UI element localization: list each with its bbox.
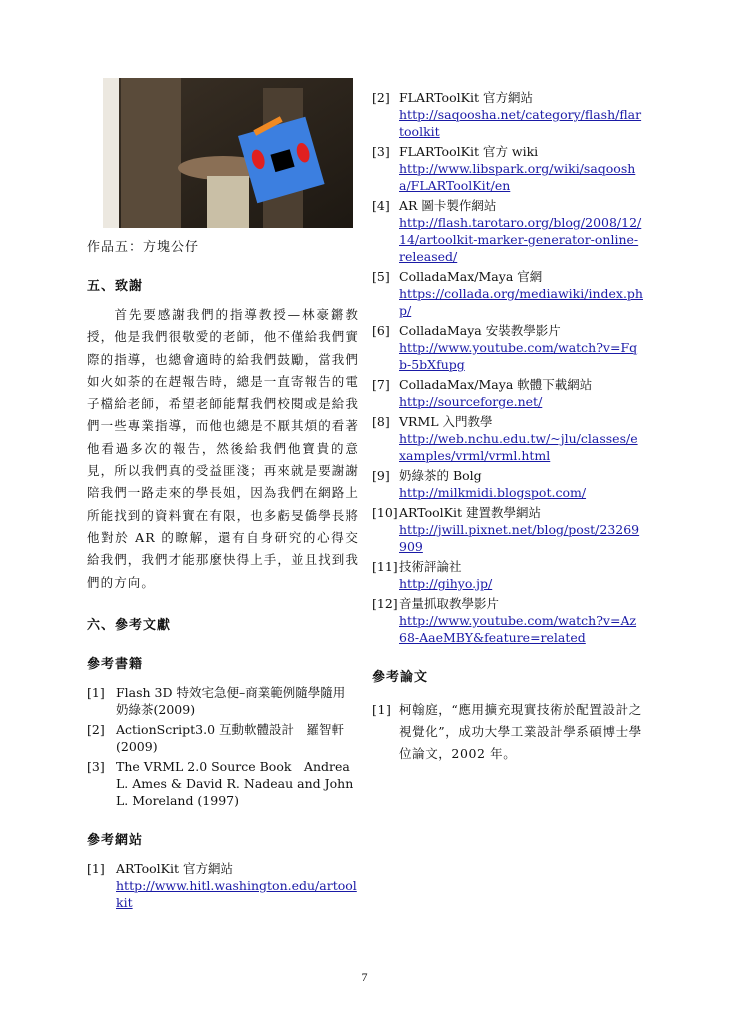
web-ref-link[interactable]: http://milkmidi.blogspot.com/ [399,485,587,500]
web-ref-link[interactable]: http://www.youtube.com/watch?v=Fqb-5bXfupg [399,340,638,372]
web-ref-link[interactable]: http://web.nchu.edu.tw/~jlu/classes/examples/vrml/vrml.html [399,431,638,463]
web-ref: [10] ARToolKit 建置教學網站 http://jwill.pixnet.net/blog/post/23269909 [372,504,644,555]
page-number: 7 [361,970,368,984]
ack-paragraph: 首先要感謝我們的指導教授—林豪鏘教授，他是我們很敬愛的老師，他不僅給我們實際的指導，也總會適時的給我們鼓勵，當我們如火如荼的在趕報告時，總是一直寄報告的電子檔給老師，希望老師能幫我們校閱或是給我們一些專業指導，而他也總是不厭其煩的看著他看過多次的報告，然後給我們他寶貴的意見，所以我們真的受益匪淺；再來就是要謝謝陪我們一路走來的學長姐，因為我們在網路上所能找到的資料實在有限，也多虧旻僑學長將他對於 AR 的瞭解，還有自身研究的心得交給我們，我們才能那麼快得上手，並且找到我們的方向。 [87,307,360,590]
web-heading: 參考網站 [87,832,144,848]
web-list-left [87,860,359,911]
web-ref-link[interactable]: http://www.youtube.com/watch?v=Az68-AaeMBY&feature=related [399,613,637,645]
web-ref: [8] VRML 入門教學 http://web.nchu.edu.tw/~jlu/classes/examples/vrml/vrml.html [372,413,644,464]
web-ref-link[interactable]: http://sourceforge.net/ [399,394,543,409]
web-ref: [7] ColladaMax/Maya 軟體下載網站 http://sourceforge.net/ [372,376,644,410]
web-ref-link[interactable]: http://gihyo.jp/ [399,576,493,591]
web-ref-link[interactable]: http://flash.tarotaro.org/blog/2008/12/14/artoolkit-marker-generator-online-released/ [399,215,642,264]
cube-doll-photo [103,78,353,228]
web-ref-link[interactable]: http://jwill.pixnet.net/blog/post/23269909 [399,522,640,554]
right-column [372,86,644,765]
ack-heading: 五、致謝 [87,279,144,294]
book-ref: [1] Flash 3D 特效宅急便–商業範例隨學隨用 奶綠茶(2009) [87,684,358,717]
figure-caption: 作品五：方塊公仔 [87,240,200,255]
web-ref-link[interactable]: http://saqoosha.net/category/flash/flartoolkit [399,107,642,139]
web-ref: [5] ColladaMax/Maya 官網 https://collada.org/mediawiki/index.php/ [372,269,643,318]
web-ref: [3] FLARToolKit 官方 wiki http://www.libspark.org/wiki/saqoosha/FLARToolKit/en [372,143,644,194]
papers-heading: 參考論文 [372,670,429,685]
books-heading: 參考書籍 [87,656,144,672]
web-ref-link[interactable]: https://collada.org/mediawiki/index.php/ [399,286,643,318]
web-ref: [1] ARToolKit 官方網站 http://www.hitl.washington.edu/artoolkit [87,860,359,911]
references-heading: 六、參考文獻 [87,617,172,633]
books-list [87,684,359,809]
web-ref: [6] ColladaMaya 安裝教學影片 http://www.youtube.com/watch?v=Fqb-5bXfupg [372,322,644,373]
left-column [87,78,359,911]
web-ref-link[interactable]: http://www.hitl.washington.edu/artoolkit [116,877,357,910]
web-ref: [2] FLARToolKit 官方網站 http://saqoosha.net/category/flash/flartoolkit [372,89,644,140]
book-ref: [2] ActionScript3.0 互動軟體設計 羅智軒 (2009) [87,721,345,754]
web-ref: [12] 音量抓取教學影片 http://www.youtube.com/watch?v=Az68-AaeMBY&feature=related [372,595,644,646]
web-ref: [9] 奶綠茶的 Bolg http://milkmidi.blogspot.com/ [372,467,644,501]
web-ref: [4] AR 圖卡製作網站 http://flash.tarotaro.org/blog/2008/12/14/artoolkit-marker-generator-online-released/ [372,197,644,265]
web-ref-link[interactable]: http://www.libspark.org/wiki/saqoosha/FLARToolKit/en [399,161,636,193]
book-ref: [3] The VRML 2.0 Source Book Andrea L. Ames & David R. Nadeau and John L. Moreland (1997) [87,758,354,808]
web-ref: [11] 技術評論社 http://gihyo.jp/ [372,558,644,592]
figure-photo [103,78,353,228]
paper-ref: [1] 柯翰庭，“應用擴充現實技術於配置設計之視覺化”，成功大學工業設計學系碩博士學位論文，2002 年。 [372,702,642,761]
